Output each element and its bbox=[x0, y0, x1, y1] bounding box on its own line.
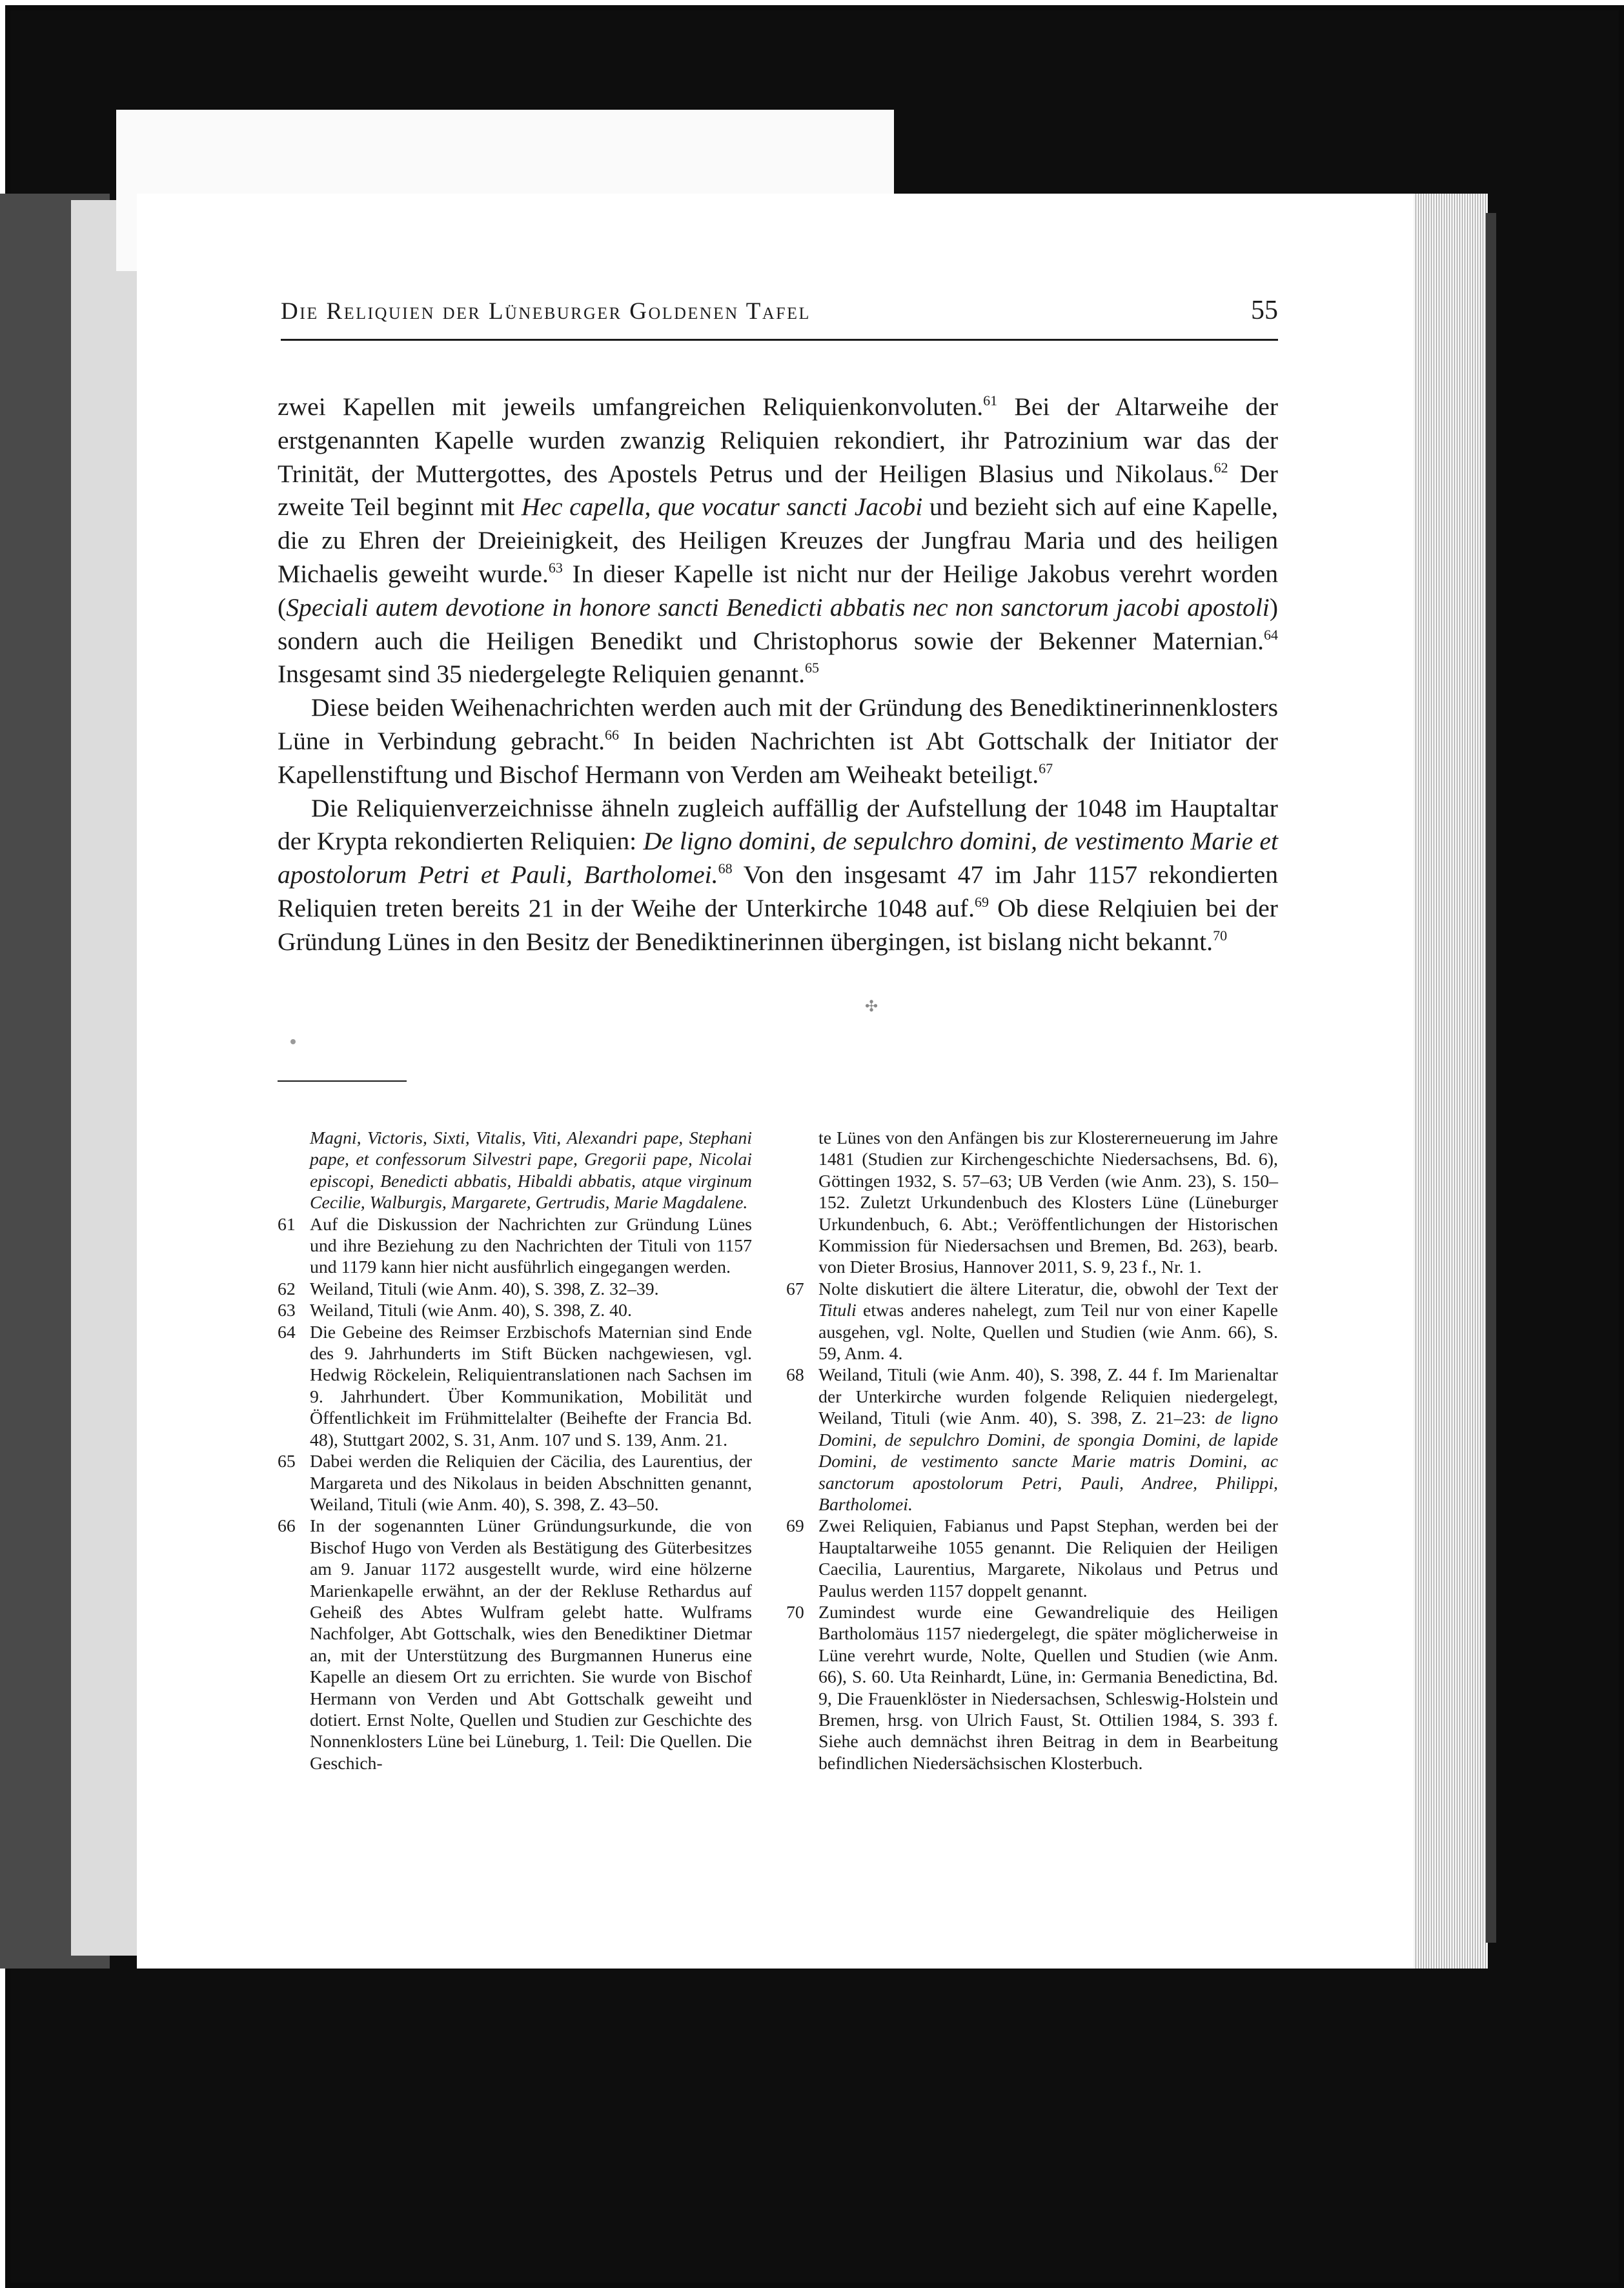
footnote-text bbox=[818, 1279, 1278, 1364]
footnote-ref: 67 bbox=[1039, 760, 1053, 776]
footnote-ref: 63 bbox=[548, 559, 563, 576]
footnote-number: 70 bbox=[786, 1602, 804, 1623]
running-head bbox=[281, 294, 1278, 341]
footnote-text bbox=[310, 1516, 752, 1773]
italic-run: de ligno Domini, de sepulchro Domini, de spongia Domini, de lapide Domini, de vestimento sancte Marie matris Domini, ac sanctorum apostolorum Petri, Pauli, Andree, Philippi, Bartholomei. bbox=[818, 1408, 1279, 1515]
footnotes-left-column bbox=[278, 1128, 752, 1774]
text-run: Bei der Altarweihe der erstgenannten Kapelle wurden zwanzig Reliquien rekondiert, ihr Patrozinium war das der Trinität, der Muttergottes, des Apostels Petrus und der Heiligen Blasius und Nikolaus. bbox=[278, 392, 1279, 488]
footnote-70 bbox=[786, 1602, 1278, 1774]
footnote-ref: 61 bbox=[983, 392, 998, 409]
text-run: Auf die Diskussion der Nachrichten zur Gründung Lünes und ihre Beziehung zu den Nachrichten der Tituli von 1157 und 1179 kann hier nicht ausführlich eingegangen werden. bbox=[310, 1214, 752, 1278]
footnote-68 bbox=[786, 1364, 1278, 1515]
footnote-62 bbox=[278, 1279, 752, 1300]
footnote-text bbox=[310, 1215, 752, 1278]
footnote-text bbox=[310, 1301, 632, 1321]
text-run: In dieser Kapelle ist nicht nur der Heilige Jakobus verehrt worden ( bbox=[278, 559, 1278, 622]
footnote-number: 68 bbox=[786, 1365, 804, 1386]
paragraph bbox=[278, 390, 1278, 691]
footnote-number: 67 bbox=[786, 1279, 804, 1299]
footnote-ref: 64 bbox=[1264, 626, 1278, 643]
footnote-ref: 68 bbox=[718, 860, 733, 877]
text-run: te Lünes von den Anfängen bis zur Klostererneuerung im Jahre 1481 (Studien zur Kirchengeschichte Niedersachsens, Bd. 6), Göttingen 1932, S. 57–63; UB Verden (wie Anm. 23), S. 150–152. Zuletzt Urkundenbuch des Klosters Lüne (Lüneburger Urkundenbuch, 6. Abt.; Veröffentlichungen der Historischen Kommission für Niedersachsen und Bremen, Bd. 263), bearb. von Dieter Brosius, Hannover 2011, S. 9, 23 f., Nr. 1. bbox=[818, 1128, 1278, 1278]
footnote-69 bbox=[786, 1515, 1278, 1602]
footnote-66 bbox=[278, 1515, 752, 1774]
footnote-number: 61 bbox=[278, 1214, 296, 1235]
running-head-title: Die Reliquien der Lüneburger Goldenen Tafel bbox=[281, 298, 811, 325]
text-run: etwas anderes nahelegt, zum Teil nur von einer Kapelle ausgehen, vgl. Nolte, Quellen und Studien (wie Anm. 66), S. 59, Anm. 4. bbox=[818, 1301, 1278, 1364]
footnote-number: 64 bbox=[278, 1322, 296, 1342]
footnote-text bbox=[310, 1452, 752, 1515]
footnote-text bbox=[310, 1322, 752, 1450]
italic-run: De ligno domini, de sepulchro domini, de vestimento Marie et apostolorum Petri et Pauli, Bartholomei. bbox=[278, 827, 1278, 889]
italic-run: Speciali autem devotione in honore sancti Benedicti abbatis nec non sanctorum jacobi apostoli bbox=[286, 592, 1270, 622]
italic-run: Hec capella, que vocatur sancti Jacobi bbox=[521, 492, 923, 521]
text-run: In beiden Nachrichten ist Abt Gottschalk der Initiator der Kapellenstiftung und Bischof Hermann von Verden am Weiheakt beteiligt. bbox=[278, 726, 1278, 789]
text-run: Zumindest wurde eine Gewandreliquie des Heiligen Bartholomäus 1157 niedergelegt, die später möglicherweise in Lüne verehrt wurde, Nolte, Quellen und Studien (wie Anm. 66), S. 60. Uta Reinhardt, Lüne, in: Germania Benedictina, Bd. 9, Die Frauenklöster in Niedersachsen, Schleswig-Holstein und Bremen, hrsg. von Ulrich Faust, St. Ottilien 1984, S. 393 f. Siehe auch demnächst ihren Beitrag in dem in Bearbeitung befindlichen Niedersächsischen Klosterbuch. bbox=[818, 1602, 1278, 1774]
footnote-61 bbox=[278, 1214, 752, 1279]
text-run: ) sondern auch die Heiligen Benedikt und Christophorus sowie der Bekenner Maternian. bbox=[278, 592, 1278, 655]
footnote-ref: 69 bbox=[974, 893, 989, 910]
paragraph bbox=[278, 792, 1278, 959]
footnote-number: 69 bbox=[786, 1516, 804, 1537]
text-run: und bezieht sich auf eine Kapelle, die zu Ehren der Dreieinigkeit, des Heiligen Kreuzes der Jungfrau Maria und des heiligen Michaelis geweiht wurde. bbox=[278, 492, 1278, 588]
footnote-number: 62 bbox=[278, 1279, 296, 1299]
facing-page-edge bbox=[71, 200, 144, 1956]
text-run: Weiland, Tituli (wie Anm. 40), S. 398, Z. 32–39. bbox=[310, 1279, 659, 1299]
text-run: Insgesamt sind 35 niedergelegte Reliquien genannt. bbox=[278, 660, 806, 689]
footnote-text bbox=[818, 1603, 1278, 1774]
footnote-ref: 62 bbox=[1213, 459, 1228, 476]
text-run: Die Gebeine des Reimser Erzbischofs Maternian sind Ende des 9. Jahrhunderts im Stift Bücken nachgewiesen, vgl. Hedwig Röckelein, Reliquientranslationen nach Sachsen im 9. Jahrhundert. Über Kommunikation, Mobilität und Öffentlichkeit im Frühmittelalter (Beihefte der Francia Bd. 48), Stuttgart 2002, S. 31, Anm. 107 und S. 139, Anm. 21. bbox=[310, 1322, 752, 1450]
text-run: Diese beiden Weihenachrichten werden auch mit der Gründung des Benediktinerinnenklosters Lüne in Verbindung gebracht. bbox=[278, 693, 1278, 755]
text-run: Der zweite Teil beginnt mit bbox=[278, 459, 1278, 521]
text-run: zwei Kapellen mit jeweils umfangreichen Reliquienkonvoluten. bbox=[278, 392, 984, 421]
text-run: Von den insgesamt 47 im Jahr 1157 rekondierten Reliquien treten bereits 21 in der Weihe der Unterkirche 1048 auf. bbox=[278, 860, 1278, 922]
footnote-ref: 66 bbox=[605, 726, 620, 743]
footnote-65 bbox=[278, 1451, 752, 1515]
footnote-number: 63 bbox=[278, 1301, 296, 1321]
text-run: In der sogenannten Lüner Gründungsurkunde, die von Bischof Hugo von Verden als Bestätigung des Güterbesitzes am 9. Januar 1172 ausgestellt wurde, wird eine hölzerne Marienkapelle erwähnt, an der der Rekluse Rethardus auf Geheiß des Abtes Wulfram gelebt hatte. Wulframs Nachfolger, Abt Gottschalk, wies den Benediktiner Dietmar an, mit der Unterstützung des Burgmannen Hunerus eine Kapelle an diesem Ort zu errichten. Sie wurde von Bischof Hermann von Verden und Abt Gottschalk geweiht und dotiert. Ernst Nolte, Quellen und Studien zur Geschichte des Nonnenklosters Lüne bei Lüneburg, 1. Teil: Die Quellen. Die Geschich- bbox=[310, 1516, 752, 1774]
text-run: Zwei Reliquien, Fabianus und Papst Stephan, werden bei der Hauptaltarweihe 1055 genannt. Die Reliquien der Heiligen Caecilia, Laurentius, Margarete, Nikolaus und Petrus und Paulus werden 1157 doppelt genannt. bbox=[818, 1516, 1278, 1601]
text-run: Die Reliquienverzeichnisse ähneln zugleich auffällig der Aufstellung der 1048 im Hauptaltar der Krypta rekondierten Reliquien: bbox=[278, 793, 1278, 856]
page-stack-edge bbox=[1414, 194, 1488, 1969]
text-run: Ob diese Relqiuien bei der Gründung Lünes in den Besitz der Benediktinerinnen übergingen, ist bislang nicht bekannt. bbox=[278, 893, 1278, 956]
footnote-continuation bbox=[786, 1128, 1278, 1279]
footnotes-right-column bbox=[786, 1128, 1278, 1774]
text-run: Weiland, Tituli (wie Anm. 40), S. 398, Z. 40. bbox=[310, 1301, 632, 1321]
paragraph bbox=[278, 691, 1278, 791]
scan-speck: ✣ bbox=[865, 998, 878, 1015]
footnote-text bbox=[310, 1279, 659, 1299]
footnote-continuation bbox=[278, 1128, 752, 1214]
text-run: Nolte diskutiert die ältere Literatur, die, obwohl der Text der bbox=[818, 1279, 1278, 1299]
footnote-ref: 65 bbox=[805, 660, 820, 676]
footnote-63 bbox=[278, 1300, 752, 1321]
footnote-ref: 70 bbox=[1213, 927, 1228, 944]
main-text bbox=[278, 390, 1278, 959]
text-run: Dabei werden die Reliquien der Cäcilia, des Laurentius, der Margareta und des Nikolaus in beiden Abschnitten genannt, Weiland, Tituli (wie Anm. 40), S. 398, Z. 43–50. bbox=[310, 1452, 752, 1515]
text-run: Weiland, Tituli (wie Anm. 40), S. 398, Z. 44 f. Im Marienaltar der Unterkirche wurden folgende Reliquien niedergelegt, Weiland, Tituli (wie Anm. 40), S. 398, Z. 21–23: bbox=[818, 1365, 1278, 1429]
italic-run: Tituli bbox=[818, 1301, 857, 1321]
page-number: 55 bbox=[1251, 296, 1278, 325]
footnote-rule bbox=[278, 1080, 407, 1082]
book-cover-edge bbox=[1486, 213, 1496, 1943]
footnote-number: 66 bbox=[278, 1516, 296, 1537]
scan-speck bbox=[290, 1039, 296, 1044]
footnote-text bbox=[818, 1365, 1278, 1514]
footnote-67 bbox=[786, 1279, 1278, 1365]
italic-run: Magni, Victoris, Sixti, Vitalis, Viti, Alexandri pape, Stephani pape, et confessorum Silvestri pape, Gregorii pape, Nicolai episcopi, Benedicti abbatis, Hibaldi abbatis, atque virginum Cecilie, Walburgis, Margarete, Gertrudis, Marie Magdalene. bbox=[310, 1128, 752, 1213]
footnote-number: 65 bbox=[278, 1452, 296, 1472]
footnote-64 bbox=[278, 1322, 752, 1451]
footnote-text bbox=[818, 1516, 1278, 1601]
